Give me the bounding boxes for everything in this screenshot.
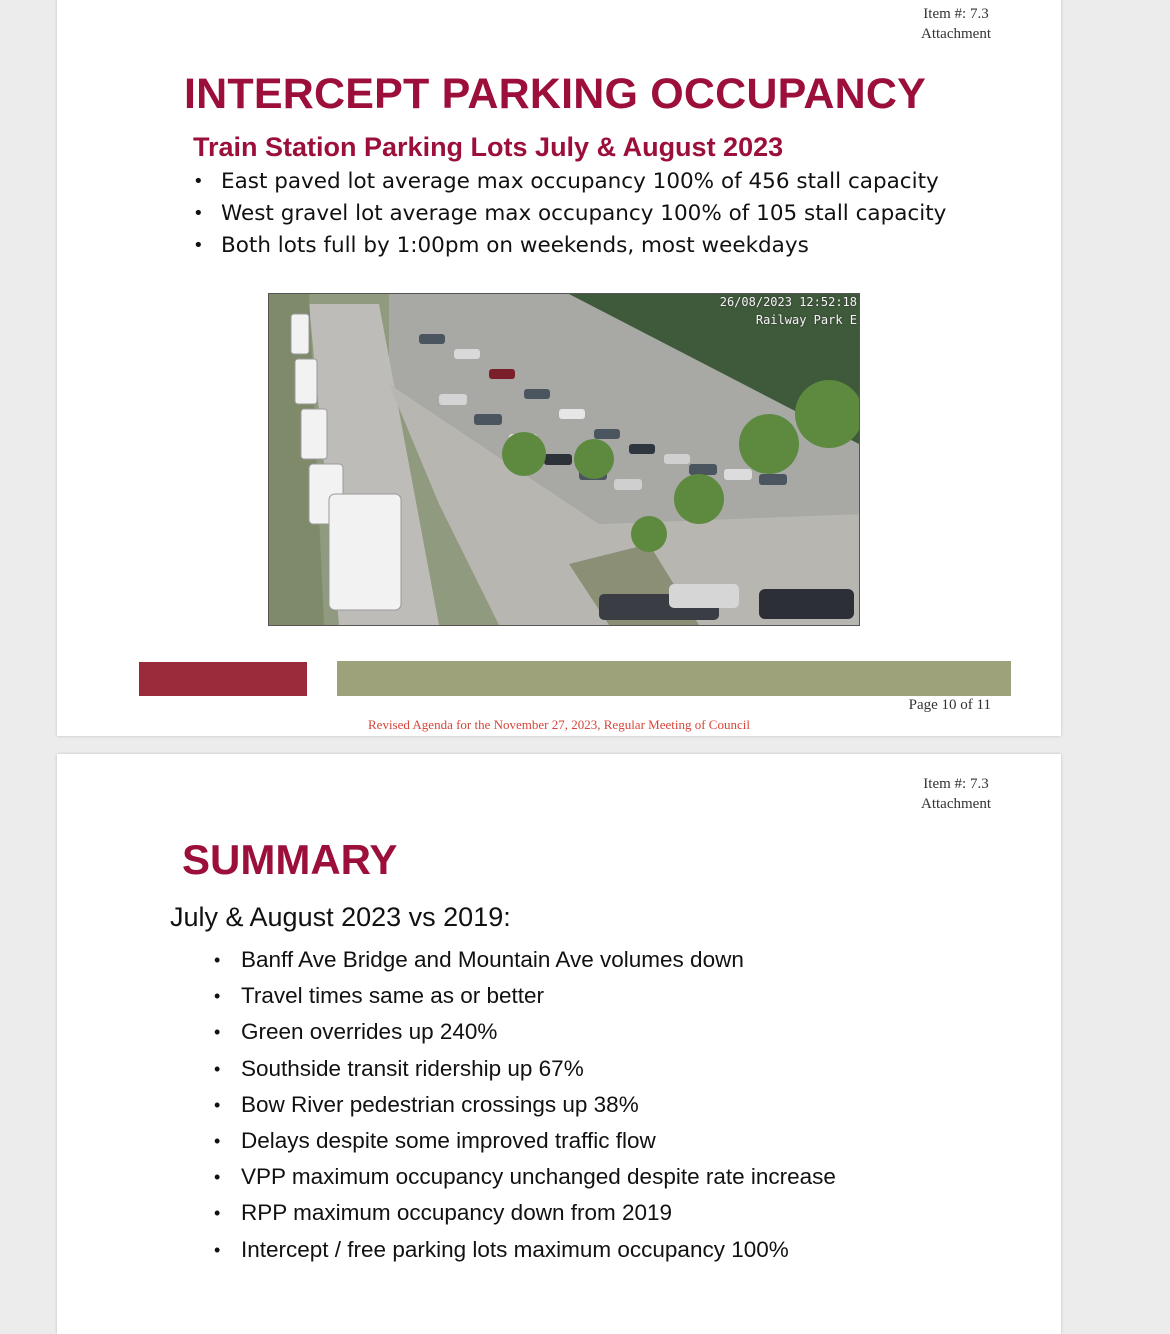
- footer-bar-red: [139, 662, 307, 696]
- bullet-text: RPP maximum occupancy down from 2019: [241, 1200, 673, 1226]
- bullet-item: [193, 230, 946, 262]
- bullet-item: [214, 942, 836, 978]
- bullet-text: Southside transit ridership up 67%: [241, 1055, 584, 1081]
- document-page-10: [57, 0, 1061, 736]
- summary-lead: July & August 2023 vs 2019:: [170, 902, 511, 932]
- bullet-item: [214, 1195, 836, 1231]
- parking-lot-illustration: [269, 294, 859, 625]
- bullet-list: [193, 166, 946, 262]
- item-header: [921, 774, 991, 814]
- document-page-11: [57, 754, 1061, 1334]
- bullet-icon: •: [214, 1094, 221, 1115]
- bullet-icon: •: [214, 1130, 221, 1151]
- bullet-text: East paved lot average max occupancy 100% of 456 stall capacity: [221, 169, 939, 194]
- item-attachment-label: Attachment: [921, 796, 991, 812]
- camera-location: Railway Park E: [755, 313, 857, 327]
- page-number: Page 10 of 11: [908, 697, 991, 713]
- bullet-item: [193, 198, 946, 230]
- bullet-text: West gravel lot average max occupancy 100% of 105 stall capacity: [221, 201, 947, 226]
- bullet-icon: •: [214, 1167, 221, 1188]
- bullet-text: Bow River pedestrian crossings up 38%: [241, 1091, 639, 1117]
- camera-timestamp: 26/08/2023 12:52:18: [719, 295, 857, 309]
- slide-subtitle: Train Station Parking Lots July & August 2023: [193, 132, 784, 162]
- agenda-footer: Revised Agenda for the November 27, 2023, Regular Meeting of Council: [368, 717, 750, 732]
- bullet-item: [214, 1087, 836, 1123]
- bullet-icon: •: [214, 950, 221, 970]
- summary-bullet-list: [214, 942, 836, 1268]
- bullet-item: [214, 1159, 836, 1195]
- item-number: Item #: 7.3: [923, 776, 989, 792]
- item-number: Item #: 7.3: [923, 6, 989, 22]
- bullet-icon: •: [214, 1203, 221, 1224]
- bullet-icon: •: [214, 1239, 221, 1260]
- bullet-item: [193, 166, 946, 198]
- bullet-item: [214, 978, 836, 1014]
- bullet-item: [214, 1014, 836, 1050]
- bullet-icon: •: [214, 1058, 221, 1079]
- bullet-item: [214, 1232, 836, 1268]
- bullet-text: Intercept / free parking lots maximum occupancy 100%: [241, 1236, 789, 1262]
- bullet-text: Travel times same as or better: [241, 983, 545, 1009]
- bullet-text: Delays despite some improved traffic flow: [241, 1127, 656, 1153]
- slide-title: SUMMARY: [182, 836, 398, 883]
- footer-bar-green: [337, 661, 1011, 696]
- bullet-icon: •: [193, 171, 204, 192]
- slide-title: INTERCEPT PARKING OCCUPANCY: [184, 70, 927, 118]
- bullet-text: Banff Ave Bridge and Mountain Ave volumes down: [241, 947, 744, 972]
- bullet-text: VPP maximum occupancy unchanged despite rate increase: [241, 1164, 836, 1190]
- item-attachment-label: Attachment: [921, 26, 991, 42]
- bullet-icon: •: [193, 235, 204, 256]
- bullet-item: [214, 1123, 836, 1159]
- bullet-icon: •: [214, 1022, 221, 1043]
- parking-lot-camera-photo: [268, 293, 860, 626]
- bullet-text: Green overrides up 240%: [241, 1019, 498, 1045]
- bullet-icon: •: [193, 203, 204, 224]
- bullet-item: [214, 1051, 836, 1087]
- bullet-text: Both lots full by 1:00pm on weekends, most weekdays: [221, 233, 809, 258]
- item-header: [921, 4, 991, 44]
- bullet-icon: •: [214, 986, 221, 1007]
